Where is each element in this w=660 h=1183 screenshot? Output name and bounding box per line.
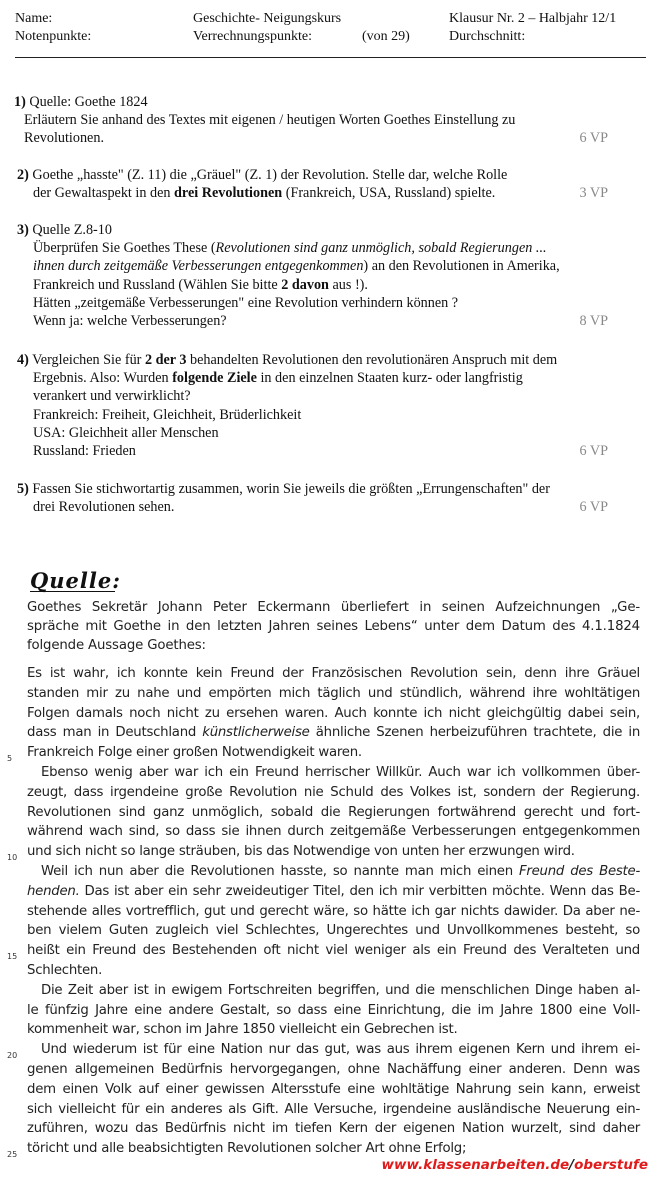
question-number: 3): [17, 222, 29, 238]
points-badge: 6 VP: [579, 443, 608, 460]
emphasis-text: 2 davon: [281, 276, 329, 293]
header-divider: [15, 57, 646, 58]
question-4: 4) Vergleichen Sie für 2 der 3 behandelten Revolutionen den revolutionären Anspruch mit dem Ergebnis. Also: Wurden folgende Ziele in den einzelnen Staaten kurz- oder langfristig verankert und verwirklicht? Frankreich: Freiheit, Gleichheit, Brüderlichkeit USA: Gleichheit aller Menschen Russland: Frieden 6 VP: [17, 352, 608, 460]
question-text: Wenn ja: welche Verbesserungen?: [33, 313, 227, 330]
footer-website-link[interactable]: www.klassenarbeiten.de/oberstufe: [381, 1157, 648, 1173]
points-badge: 8 VP: [579, 313, 608, 330]
question-text: verankert und verwirklicht?: [33, 388, 191, 405]
emphasis-text: drei Revolutionen: [174, 185, 283, 202]
question-text: Hätten „zeitgemäße Verbesserungen" eine Revolution verhindern können ?: [33, 294, 459, 311]
question-number: 5): [17, 481, 29, 497]
question-text: drei Revolutionen sehen.: [33, 499, 175, 516]
header-col-1: [15, 10, 91, 46]
question-number: 2): [17, 167, 29, 183]
line-number: 10: [7, 853, 18, 863]
notenpunkte-label: Notenpunkte:: [15, 29, 92, 44]
header-col-3: [449, 10, 616, 46]
header-col-2: [193, 10, 341, 46]
question-text: Revolutionen.: [24, 130, 104, 147]
name-label: Name:: [15, 11, 53, 26]
points-badge: 6 VP: [579, 130, 608, 147]
source-title: Quelle:: [30, 568, 121, 593]
points-total: (von 29): [362, 29, 410, 44]
line-number: 20: [7, 1051, 18, 1061]
question-5: [17, 480, 608, 516]
question-number: 1): [14, 94, 26, 110]
emphasis-text: 2 der 3: [144, 352, 187, 368]
question-text: Quelle Z.8-10: [32, 222, 112, 238]
question-number: 4): [17, 352, 29, 368]
source-text: Es ist wahr, ich konnte kein Freund der Französischen Revolution sein, denn ihre Gräuel standen mir zu nahe und empörten mich täglich und stündlich, während ihre wohltätigen Folgen damals noch nicht zu ersehen waren. Auch konnte ich nicht gleichgültig dabei sein, dass man in Deutschland künstlicherweise ähnliche Szenen herbeizuführen trachtete, die in 5 Frankreich Folge einer großen Notwendigkeit waren. Ebenso wenig aber war ich ein Freund herrischer Willkür. Auch war ich vollkommen über- zeugt, dass irgendeine große Revolution nie Schuld des Volkes ist, sondern der Regierung. Revolutionen sind ganz unmöglich, sobald die Regierungen fortwährend gerecht und fort- während wach sind, so dass sie ihnen durch zeitgemäße Verbesserungen entgegenkommen 10 und sich nicht so lange sträuben, bis das Notwendige von unten her erzwungen wird. Weil ich nun aber die Revolutionen hasste, so nannte man mich einen Freund des Beste- henden. Das ist aber ein sehr zweideutiger Titel, den ich mir verbitten möchte. Wenn das Be- stehende alles vortrefflich, gut und gerecht wäre, so hätte ich gar nichts dawider. Da aber ne- ben vielem Guten zugleich viel Schlechtes, Ungerechtes und Unvollkommenes besteht, so 15 heißt ein Freund des Bestehenden oft nicht viel weniger als ein Freund des Veralteten und Schlechten. Die Zeit aber ist in ewigem Fortschreiten begriffen, und die menschlichen Dinge haben al- le fünfzig Jahre eine andere Gestalt, so dass eine Einrichtung, die im Jahre 1800 eine Voll- kommenheit war, schon im Jahre 1850 vielleicht ein Gebrechen ist. 20 Und wiederum ist für eine Nation nur das gut, was aus ihrem eigenen Kern und ihrem ei- genen allgemeinen Bedürfnis hervorgegangen, ohne Nachäffung einer anderen. Denn was dem einen Volk auf einer gewissen Altersstufe eine wohltätige Nahrung sein kann, erweist sich vielleicht für ein anderes als Gift. Alle Versuche, irgendeine ausländische Neuerung ein- zuführen, wozu das Bedürfnis nicht im tiefen Kern der eigenen Nation wurzelt, sind daher 25 töricht und alle beabsichtigten Revolutionen solcher Art ohne Erfolg;: [27, 664, 640, 1159]
question-2: 2) Goethe „hasste" (Z. 11) die „Gräuel" (Z. 1) der Revolution. Stelle dar, welche Rolle der Gewaltaspekt in den drei Revolutionen (Frankreich, USA, Russland) spielte. 3 VP: [17, 167, 608, 202]
question-text: Erläutern Sie anhand des Textes mit eigenen / heutigen Worten Goethes Einstellung zu: [24, 112, 516, 129]
question-text: Fassen Sie stichwortartig zusammen, worin Sie jeweils die größten „Errungenschaften" der: [32, 481, 550, 497]
question-text: USA: Gleichheit aller Menschen: [33, 424, 219, 441]
line-number: 25: [7, 1150, 18, 1160]
durchschnitt-label: Durchschnitt:: [449, 29, 526, 44]
question-text: Frankreich: Freiheit, Gleichheit, Brüderlichkeit: [33, 406, 302, 423]
question-1: [14, 93, 608, 148]
verrechnungspunkte-label: Verrechnungspunkte:: [193, 29, 312, 44]
course-label: Geschichte- Neigungskurs: [193, 11, 342, 26]
quote-text: ihnen durch zeitgemäße Verbesserungen entgegenkommen: [33, 258, 364, 275]
quote-text: Revolutionen sind ganz unmöglich, sobald Regierungen ...: [215, 240, 547, 257]
question-text: Quelle: Goethe 1824: [29, 94, 148, 110]
question-3: 3) Quelle Z.8-10 Überprüfen Sie Goethes These (Revolutionen sind ganz unmöglich, sobald Regierungen ... ihnen durch zeitgemäße Verbesserungen entgegenkommen) an den Revolutionen in Amerika, Frankreich und Russland (Wählen Sie bitte 2 davon aus !). Hätten „zeitgemäße Verbesserungen" eine Revolution verhindern können ? Wenn ja: welche Verbesserungen? 8 VP: [17, 222, 608, 330]
source-intro: Goethes Sekretär Johann Peter Eckermann überliefert in seinen Aufzeichnungen „Ge- spräche mit Goethe in den letzten Jahren seines Lebens“ unter dem Datum des 4.1.1824 folgende Aussage Goethes:: [27, 600, 640, 653]
points-badge: 3 VP: [579, 185, 608, 202]
question-text: Russland: Frieden: [33, 443, 136, 460]
line-number: 15: [7, 952, 18, 962]
exam-label: Klausur Nr. 2 – Halbjahr 12/1: [449, 11, 617, 26]
line-number: 5: [7, 754, 13, 764]
points-badge: 6 VP: [579, 499, 608, 516]
question-text: Goethe „hasste" (Z. 11) die „Gräuel" (Z. 1) der Revolution. Stelle dar, welche Rolle: [32, 167, 508, 183]
emphasis-text: folgende Ziele: [172, 370, 257, 387]
